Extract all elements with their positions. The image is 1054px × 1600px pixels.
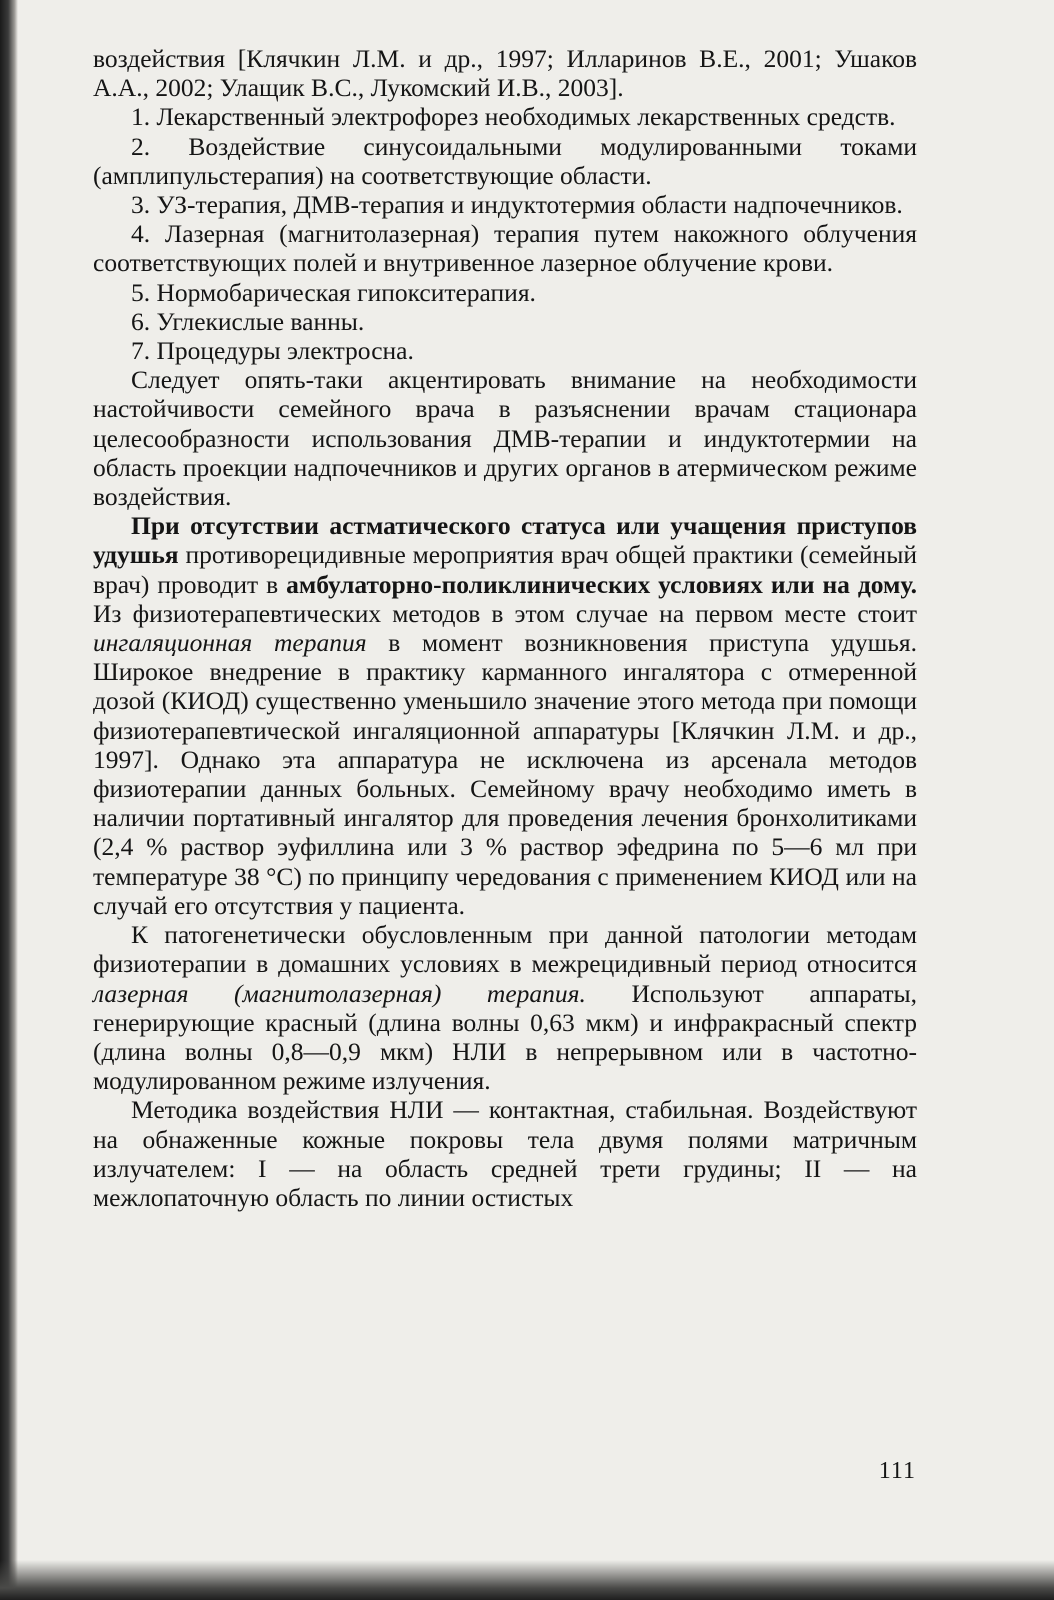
paragraph [93, 132, 917, 190]
text-run: в момент возникновения приступа удушья. Широкое внедрение в практику карманного ингалятора с отмеренной дозой (КИОД) существенно уменьшило значение этого метода при помощи физиотерапевтической ингаляционной аппаратуры [Клячкин Л.М. и др., 1997]. Однако эта аппаратура не исключена из арсенала методов физиотерапии данных больных. Семейному врачу необходимо иметь в наличии портативный ингалятор для проведения лечения бронхолитиками (2,4 % раствор эуфиллина или 3 % раствор эфедрина по 5—6 мл при температуре 38 °C) по принципу чередования с применением КИОД или на случай его отсутствия у пациента. [93, 628, 917, 920]
text-run: 2. Воздействие синусоидальными модулированными токами (амплипульстерапия) на соответствующие области. [93, 131, 917, 190]
italic-text: лазерная (магнитолазерная) терапия. [93, 978, 586, 1008]
text-run: 1. Лекарственный электрофорез необходимых лекарственных средств. [131, 102, 896, 132]
paragraph [93, 219, 917, 277]
text-run: 3. УЗ-терапия, ДМВ-терапия и индуктотермия области надпочечников. [131, 190, 903, 220]
text-run: 7. Процедуры электросна. [131, 336, 414, 366]
paragraph [93, 511, 917, 920]
bottom-edge-shadow [0, 1560, 1054, 1600]
text-run: Из физиотерапевтических методов в этом случае на первом месте стоит [93, 598, 917, 628]
paragraph [93, 44, 917, 102]
paragraph [93, 1095, 917, 1212]
text-run: 6. Углекислые ванны. [131, 306, 365, 336]
text-run: Следует опять-таки акцентировать внимание на необходимости настойчивости семейного врача в разъяснении врачам стационара целесообразности использования ДМВ-терапии и индуктотермии на область проекции надпочечников и других органов в атермическом режиме воздействия. [93, 365, 917, 512]
bold-text: При отсутствии астматического статуса или учащения приступов удушья [93, 511, 917, 570]
spine-shadow [0, 0, 18, 1600]
italic-text: ингаляционная терапия [93, 628, 367, 658]
bold-text: амбулаторно-поликлинических условиях или на дому. [286, 569, 917, 599]
paragraph [93, 190, 917, 219]
text-run: Методика воздействия НЛИ — контактная, стабильная. Воздействуют на обнаженные кожные покровы тела двумя полями матричным излучателем: I — на область средней трети грудины; II — на межлопаточную область по линии остистых [93, 1095, 917, 1212]
paragraph [93, 336, 917, 365]
body-text [93, 44, 917, 1212]
paragraph [93, 365, 917, 511]
text-run: воздействия [Клячкин Л.М. и др., 1997; Илларинов В.Е., 2001; Ушаков А.А., 2002; Улащик В.С., Лукомский И.В., 2003]. [93, 44, 917, 103]
paragraph [93, 307, 917, 336]
text-run: К патогенетически обусловленным при данной патологии методам физиотерапии в домашних условиях в межрецидивный период относится [93, 920, 917, 979]
page-number: 111 [878, 1458, 916, 1484]
text-run: Используют аппараты, генерирующие красный (длина волны 0,63 мкм) и инфракрасный спектр (длина волны 0,8—0,9 мкм) НЛИ в непрерывном или в частотно-модулированном режиме излучения. [93, 978, 918, 1096]
paragraph [93, 102, 917, 131]
text-run: 4. Лазерная (магнитолазерная) терапия путем накожного облучения соответствующих полей и внутривенное лазерное облучение крови. [93, 219, 917, 278]
paragraph [93, 278, 917, 307]
text-run: 5. Нормобарическая гипокситерапия. [131, 277, 536, 307]
text-run: противорецидивные мероприятия врач общей практики (семейный врач) проводит в [93, 540, 917, 599]
paragraph [93, 920, 917, 1095]
